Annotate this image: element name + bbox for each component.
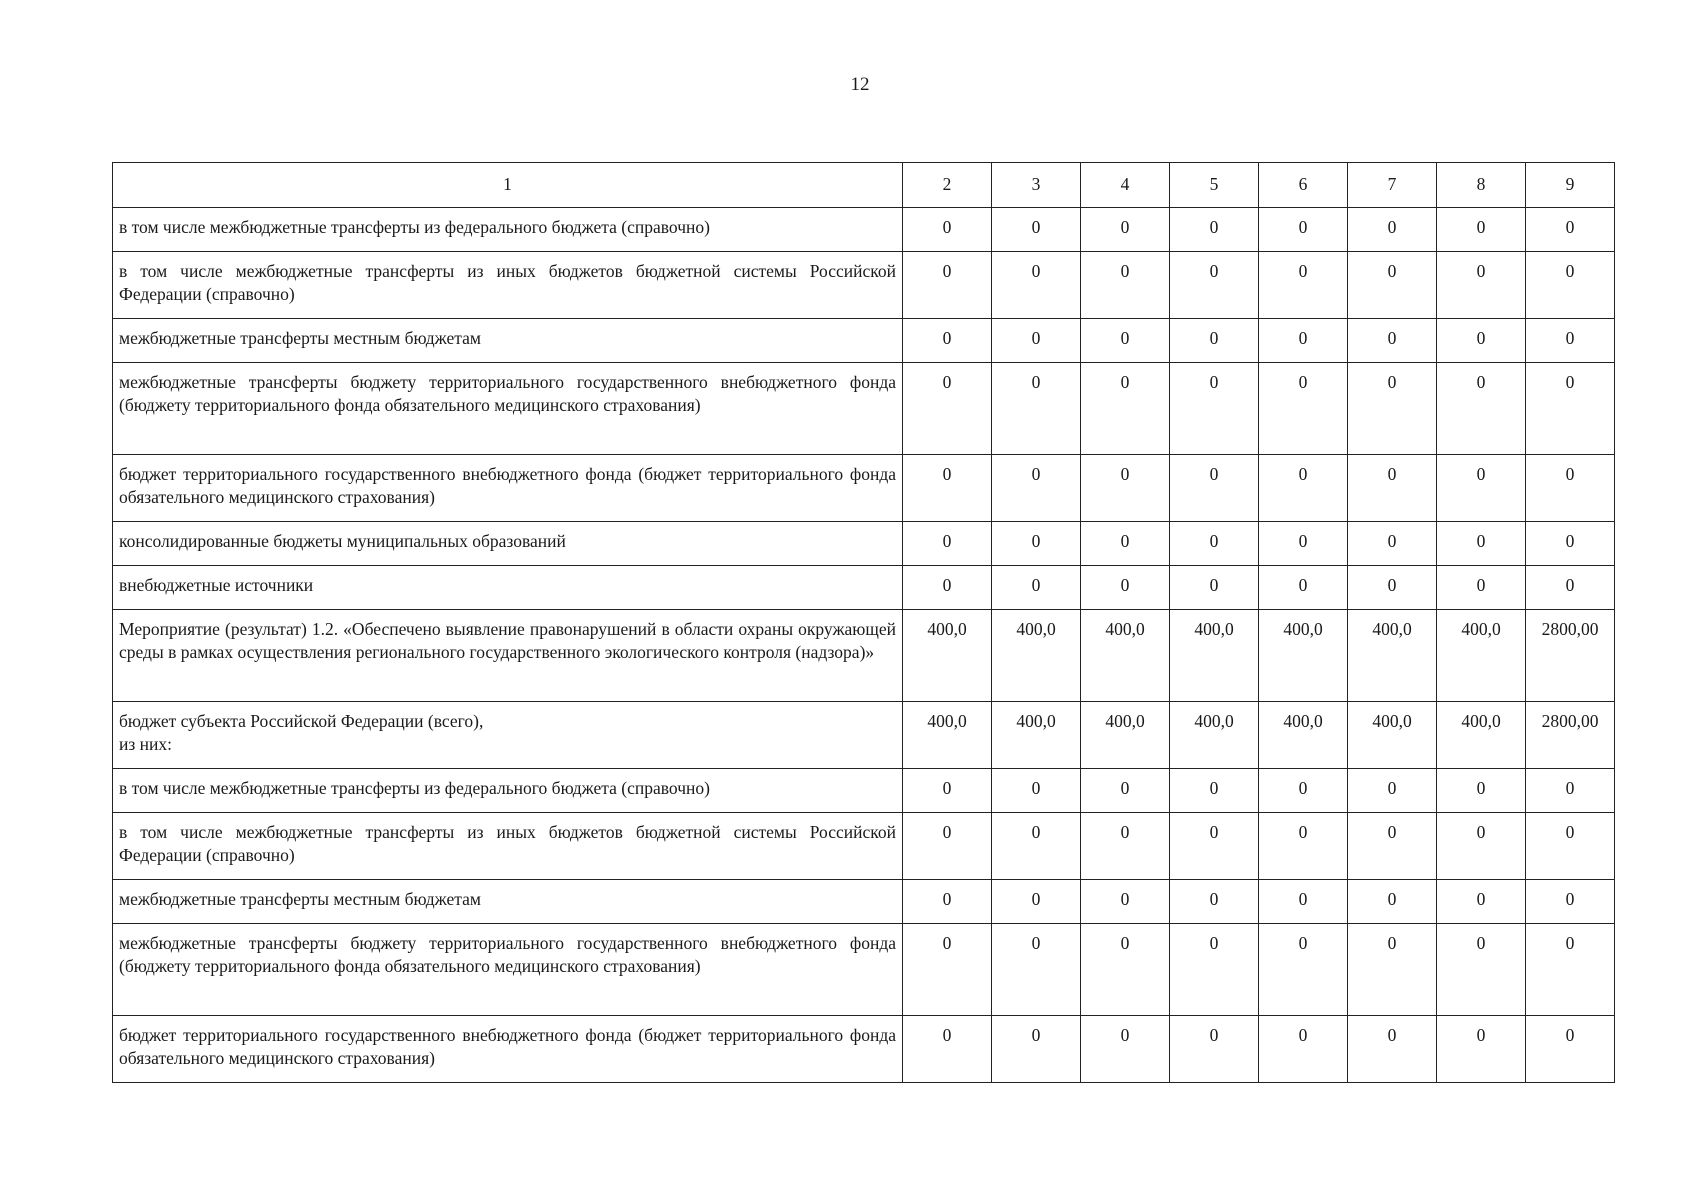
value-cell: 0: [1526, 566, 1615, 610]
table-body: [113, 208, 1615, 1083]
value-cell: 0: [1437, 769, 1526, 813]
value-cell: 0: [1170, 566, 1259, 610]
value-cell: 400,0: [903, 610, 992, 702]
row-label: межбюджетные трансферты местным бюджетам: [113, 880, 903, 924]
header-cell: 1: [113, 163, 903, 208]
value-cell: 0: [1170, 522, 1259, 566]
value-cell: 0: [1437, 363, 1526, 455]
value-cell: 0: [1348, 769, 1437, 813]
value-cell: 0: [1259, 455, 1348, 522]
value-cell: 0: [992, 208, 1081, 252]
value-cell: 0: [1081, 566, 1170, 610]
value-cell: 0: [1526, 319, 1615, 363]
value-cell: 0: [1170, 769, 1259, 813]
value-cell: 0: [1170, 813, 1259, 880]
value-cell: 400,0: [1081, 610, 1170, 702]
value-cell: 0: [1170, 924, 1259, 1016]
value-cell: 0: [992, 363, 1081, 455]
header-cell: 2: [903, 163, 992, 208]
value-cell: 0: [1081, 455, 1170, 522]
value-cell: 0: [903, 769, 992, 813]
value-cell: 0: [992, 455, 1081, 522]
value-cell: 0: [1526, 1016, 1615, 1083]
value-cell: 0: [1259, 522, 1348, 566]
value-cell: 0: [1170, 1016, 1259, 1083]
table-row: [113, 455, 1615, 522]
row-label: в том числе межбюджетные трансферты из федерального бюджета (справочно): [113, 769, 903, 813]
value-cell: 0: [1437, 924, 1526, 1016]
value-cell: 0: [1081, 208, 1170, 252]
value-cell: 0: [1526, 769, 1615, 813]
row-label: в том числе межбюджетные трансферты из иных бюджетов бюджетной системы Российской Федерации (справочно): [113, 813, 903, 880]
value-cell: 0: [1081, 880, 1170, 924]
value-cell: 0: [1437, 880, 1526, 924]
value-cell: 0: [1081, 769, 1170, 813]
table-row: [113, 208, 1615, 252]
value-cell: 0: [1526, 455, 1615, 522]
value-cell: 0: [992, 880, 1081, 924]
table-row: [113, 1016, 1615, 1083]
value-cell: 0: [992, 813, 1081, 880]
value-cell: 0: [1348, 522, 1437, 566]
value-cell: 0: [1081, 363, 1170, 455]
value-cell: 0: [992, 566, 1081, 610]
value-cell: 0: [992, 252, 1081, 319]
value-cell: 0: [1081, 1016, 1170, 1083]
row-label: в том числе межбюджетные трансферты из федерального бюджета (справочно): [113, 208, 903, 252]
value-cell: 400,0: [1081, 702, 1170, 769]
budget-table: [112, 162, 1615, 1083]
value-cell: 2800,00: [1526, 610, 1615, 702]
header-cell: 5: [1170, 163, 1259, 208]
value-cell: 0: [1348, 208, 1437, 252]
value-cell: 0: [1437, 252, 1526, 319]
table-row: [113, 319, 1615, 363]
value-cell: 0: [1437, 1016, 1526, 1083]
table-row: [113, 880, 1615, 924]
value-cell: 0: [1437, 566, 1526, 610]
value-cell: 0: [1437, 455, 1526, 522]
value-cell: 0: [1081, 813, 1170, 880]
table-row: [113, 363, 1615, 455]
value-cell: 2800,00: [1526, 702, 1615, 769]
row-label: Мероприятие (результат) 1.2. «Обеспечено выявление правонарушений в области охраны окружающей среды в рамках осуществления регионального государственного экологического контроля (надзора)»: [113, 610, 903, 702]
value-cell: 0: [1437, 522, 1526, 566]
value-cell: 0: [1259, 363, 1348, 455]
value-cell: 0: [1348, 363, 1437, 455]
value-cell: 400,0: [1170, 702, 1259, 769]
value-cell: 400,0: [1170, 610, 1259, 702]
value-cell: 0: [1348, 813, 1437, 880]
page-number: 12: [850, 74, 870, 95]
value-cell: 0: [903, 363, 992, 455]
value-cell: 0: [1170, 252, 1259, 319]
value-cell: 0: [903, 252, 992, 319]
header-cell: 6: [1259, 163, 1348, 208]
value-cell: 0: [1348, 880, 1437, 924]
header-cell: 4: [1081, 163, 1170, 208]
value-cell: 0: [903, 455, 992, 522]
table-row: [113, 566, 1615, 610]
value-cell: 0: [1170, 455, 1259, 522]
value-cell: 0: [1259, 319, 1348, 363]
value-cell: 0: [903, 208, 992, 252]
table-row: [113, 610, 1615, 702]
value-cell: 400,0: [1437, 610, 1526, 702]
value-cell: 400,0: [1348, 702, 1437, 769]
value-cell: 0: [1526, 522, 1615, 566]
value-cell: 0: [1348, 455, 1437, 522]
value-cell: 0: [903, 924, 992, 1016]
value-cell: 0: [903, 319, 992, 363]
value-cell: 0: [903, 1016, 992, 1083]
value-cell: 0: [903, 522, 992, 566]
value-cell: 0: [1348, 319, 1437, 363]
value-cell: 0: [1170, 319, 1259, 363]
value-cell: 400,0: [1259, 702, 1348, 769]
value-cell: 400,0: [1437, 702, 1526, 769]
value-cell: 0: [1526, 924, 1615, 1016]
value-cell: 0: [1526, 813, 1615, 880]
value-cell: 0: [1526, 252, 1615, 319]
value-cell: 0: [992, 769, 1081, 813]
value-cell: 0: [1259, 880, 1348, 924]
value-cell: 0: [1348, 252, 1437, 319]
value-cell: 0: [1526, 880, 1615, 924]
value-cell: 0: [992, 1016, 1081, 1083]
value-cell: 0: [1081, 522, 1170, 566]
value-cell: 0: [992, 924, 1081, 1016]
value-cell: 400,0: [992, 610, 1081, 702]
value-cell: 0: [903, 880, 992, 924]
header-cell: 8: [1437, 163, 1526, 208]
value-cell: 0: [1170, 880, 1259, 924]
value-cell: 0: [903, 566, 992, 610]
row-label: бюджет территориального государственного внебюджетного фонда (бюджет территориального фонда обязательного медицинского страхования): [113, 1016, 903, 1083]
header-row: [113, 163, 1615, 208]
row-label: бюджет субъекта Российской Федерации (всего), из них:: [113, 702, 903, 769]
value-cell: 0: [992, 522, 1081, 566]
value-cell: 0: [1081, 924, 1170, 1016]
table-row: [113, 522, 1615, 566]
row-label: межбюджетные трансферты бюджету территориального государственного внебюджетного фонда (бюджету территориального фонда обязательного медицинского страхования): [113, 924, 903, 1016]
value-cell: 0: [1170, 208, 1259, 252]
value-cell: 0: [992, 319, 1081, 363]
value-cell: 0: [1348, 1016, 1437, 1083]
value-cell: 0: [1259, 813, 1348, 880]
header-cell: 3: [992, 163, 1081, 208]
row-label: бюджет территориального государственного внебюджетного фонда (бюджет территориального фонда обязательного медицинского страхования): [113, 455, 903, 522]
value-cell: 0: [1437, 813, 1526, 880]
value-cell: 400,0: [903, 702, 992, 769]
value-cell: 0: [1259, 566, 1348, 610]
table-row: [113, 252, 1615, 319]
row-label: в том числе межбюджетные трансферты из иных бюджетов бюджетной системы Российской Федерации (справочно): [113, 252, 903, 319]
table-row: [113, 702, 1615, 769]
value-cell: 0: [1259, 769, 1348, 813]
value-cell: 0: [1259, 252, 1348, 319]
header-cell: 7: [1348, 163, 1437, 208]
value-cell: 0: [1259, 208, 1348, 252]
value-cell: 400,0: [1348, 610, 1437, 702]
table-row: [113, 813, 1615, 880]
value-cell: 0: [1259, 1016, 1348, 1083]
table-row: [113, 769, 1615, 813]
value-cell: 0: [1348, 924, 1437, 1016]
row-label: внебюджетные источники: [113, 566, 903, 610]
header-cell: 9: [1526, 163, 1615, 208]
value-cell: 0: [1259, 924, 1348, 1016]
value-cell: 0: [1437, 208, 1526, 252]
value-cell: 0: [1348, 566, 1437, 610]
value-cell: 0: [1081, 252, 1170, 319]
row-label: межбюджетные трансферты бюджету территориального государственного внебюджетного фонда (бюджету территориального фонда обязательного медицинского страхования): [113, 363, 903, 455]
table-row: [113, 924, 1615, 1016]
value-cell: 0: [1170, 363, 1259, 455]
value-cell: 0: [1437, 319, 1526, 363]
row-label: консолидированные бюджеты муниципальных образований: [113, 522, 903, 566]
value-cell: 0: [1081, 319, 1170, 363]
budget-table-container: [112, 162, 1614, 1083]
value-cell: 0: [1526, 363, 1615, 455]
value-cell: 400,0: [1259, 610, 1348, 702]
row-label: межбюджетные трансферты местным бюджетам: [113, 319, 903, 363]
value-cell: 0: [1526, 208, 1615, 252]
value-cell: 400,0: [992, 702, 1081, 769]
value-cell: 0: [903, 813, 992, 880]
